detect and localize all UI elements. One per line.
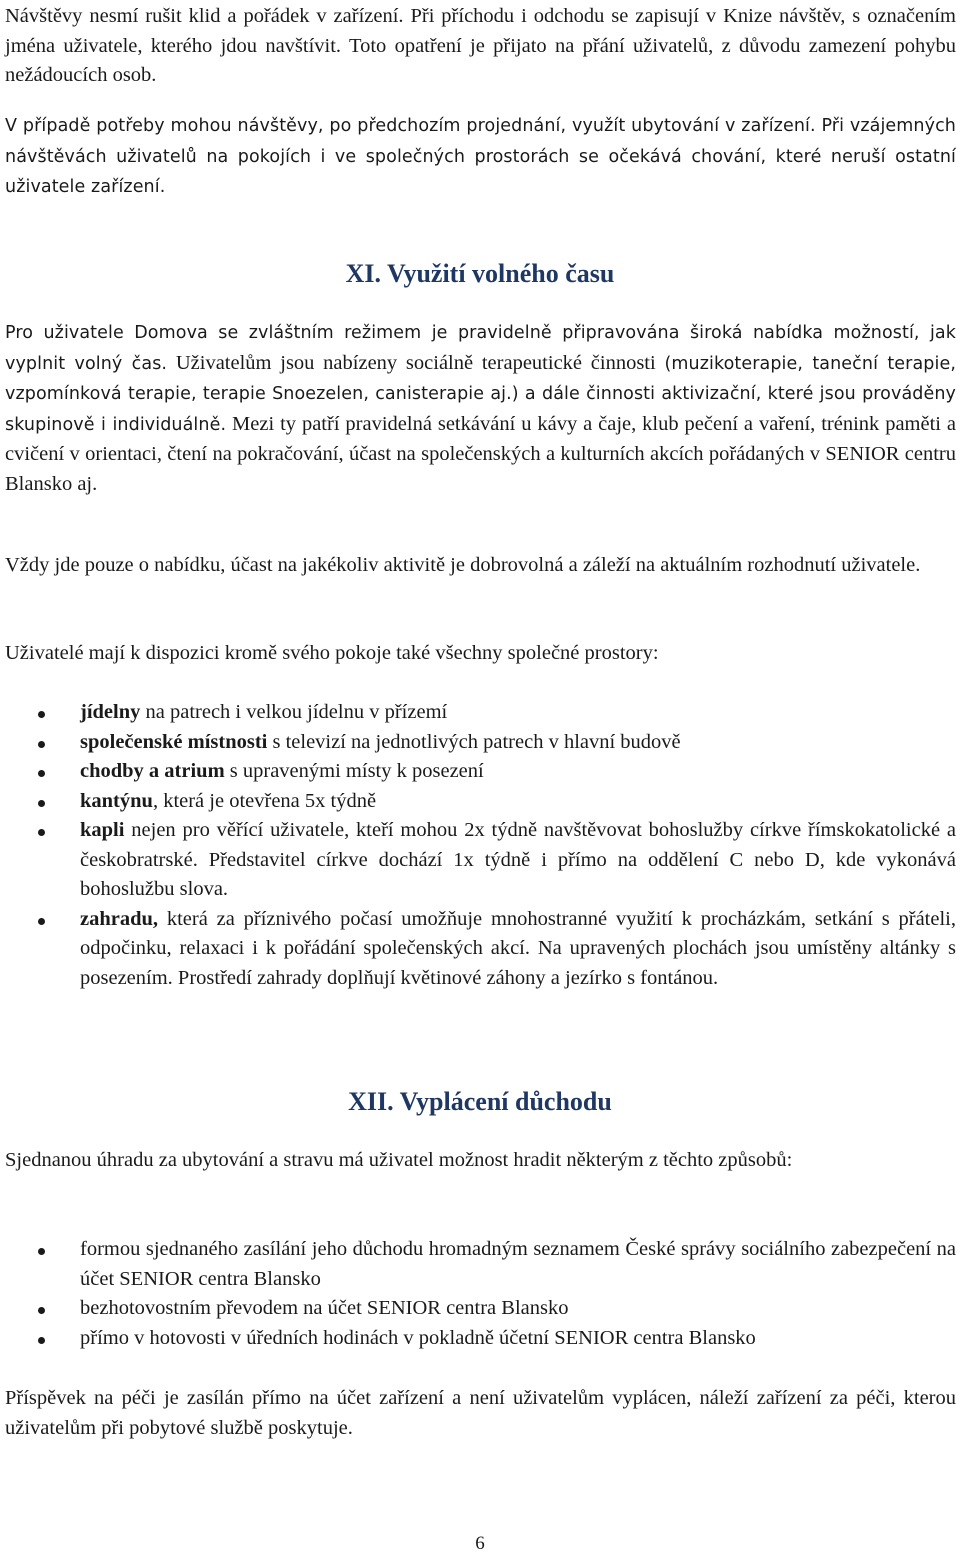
text-run: (muzikoterapie, taneční terapie, vzpomínková terapie, terapie Snoezelen, canisterapie aj.) a dále činnosti aktivizační, které jsou prováděny skupinově i individuálně. [5,353,956,435]
bullet-icon [38,800,45,807]
list-item-text: bezhotovostním převodem na účet SENIOR centra Blansko [80,1297,569,1319]
paragraph-care-allowance: Příspěvek na péči je zasílán přímo na účet zařízení a není uživatelům vyplácen, náleží zařízení za péči, kterou uživatelům při pobytové službě poskytuje. [5,1387,956,1439]
payment-methods-list [0,1235,956,1353]
list-item [0,757,956,787]
paragraph-visits-rules: Návštěvy nesmí rušit klid a pořádek v zařízení. Při příchodu i odchodu se zapisují v Knize návštěv, s označením jména uživatele, kterého jdou navštívit. Toto opatření je přijato na přání uživatelů, z důvodu zamezení pohybu nežádoucích osob. [5,5,956,86]
list-item [0,728,956,758]
list-item-text: formou sjednaného zasílání jeho důchodu hromadným seznamem České správy sociálního zabezpečení na účet SENIOR centra Blansko [80,1238,956,1290]
paragraph-payment-options: Sjednanou úhradu za ubytování a stravu má uživatel možnost hradit některým z těchto způsobů: [5,1149,793,1171]
bullet-icon [38,741,45,748]
list-item [0,816,956,905]
bullet-icon [38,1337,45,1344]
paragraph-leisure-offer [5,318,956,499]
list-item-text: s upravenými místy k posezení [224,760,484,782]
list-item [0,787,956,817]
paragraph-common-spaces: Uživatelé mají k dispozici kromě svého pokoje také všechny společné prostory: [5,642,659,664]
list-item [0,1324,956,1354]
section-heading-xii: XII. Vyplácení důchodu [348,1087,612,1116]
list-item [0,1235,956,1294]
list-item-text: přímo v hotovosti v úředních hodinách v pokladně účetní SENIOR centra Blansko [80,1326,756,1349]
bullet-icon [38,918,45,925]
page-number: 6 [475,1533,485,1554]
section-heading-xi: XI. Využití volného času [345,259,615,288]
text-run: Mezi ty patří pravidelná setkávání u kávy a čaje, klub pečení a vaření, trénink paměti a cvičení v orientaci, čtení na pokračování, účast na společenských a kulturních akcích pořádaných v SENIOR centru Blansko aj. [5,412,956,495]
list-item-term: jídelny [80,701,141,723]
bullet-icon [38,1248,45,1255]
list-item-term: zahradu, [80,907,159,930]
list-item-term: kapli [80,819,125,841]
list-item-term: chodby a atrium [80,760,225,782]
text-run: Pro uživatele Domova se zvláštním režimem je pravidelně připravována široká nabídka možností, jak vyplnit volný čas. [5,323,956,374]
list-item [0,1294,956,1324]
text-run: Uživatelům jsou nabízeny sociálně terapeutické činnosti [175,351,656,374]
list-item-text: , která je otevřena 5x týdně [152,789,377,812]
paragraph-voluntary: Vždy jde pouze o nabídku, účast na jakékoliv aktivitě je dobrovolná a záleží na aktuálním rozhodnutí uživatele. [5,554,921,576]
bullet-icon [38,829,45,836]
common-spaces-list [0,698,956,993]
list-item-text: která za příznivého počasí umožňuje mnohostranné využití k procházkám, setkání s přáteli, odpočinku, relaxaci i k pořádání společenských akcí. Na upravených plochách jsou umístěny altánky s posezením. Prostředí zahrady doplňují květinové záhony a jezírko s fontánou. [80,907,956,989]
list-item-text: na patrech i velkou jídelnu v přízemí [140,701,448,723]
bullet-icon [38,1307,45,1314]
text-run: V případě potřeby mohou návštěvy, po předchozím projednání, využít ubytování v zařízení. Při vzájemných návštěvách uživatelů na pokojích i ve společných prostorách se očekává chování, které neruší ostatní uživatele zařízení. [5,116,956,197]
list-item [0,698,956,728]
list-item-text: nejen pro věřící uživatele, kteří mohou 2x týdně navštěvovat bohoslužby církve římskokatolické a českobratrské. Představitel církve dochází 1x týdně i přímo na oddělení C nebo D, kde vykonává bohoslužbu slova. [80,819,956,900]
bullet-icon [38,711,45,718]
list-item [0,905,956,994]
bullet-icon [38,770,45,777]
list-item-term: kantýnu [80,789,153,812]
paragraph-visits-accommodation [5,111,956,203]
list-item-text: s televizí na jednotlivých patrech v hlavní budově [267,730,681,753]
list-item-term: společenské místnosti [80,730,268,753]
